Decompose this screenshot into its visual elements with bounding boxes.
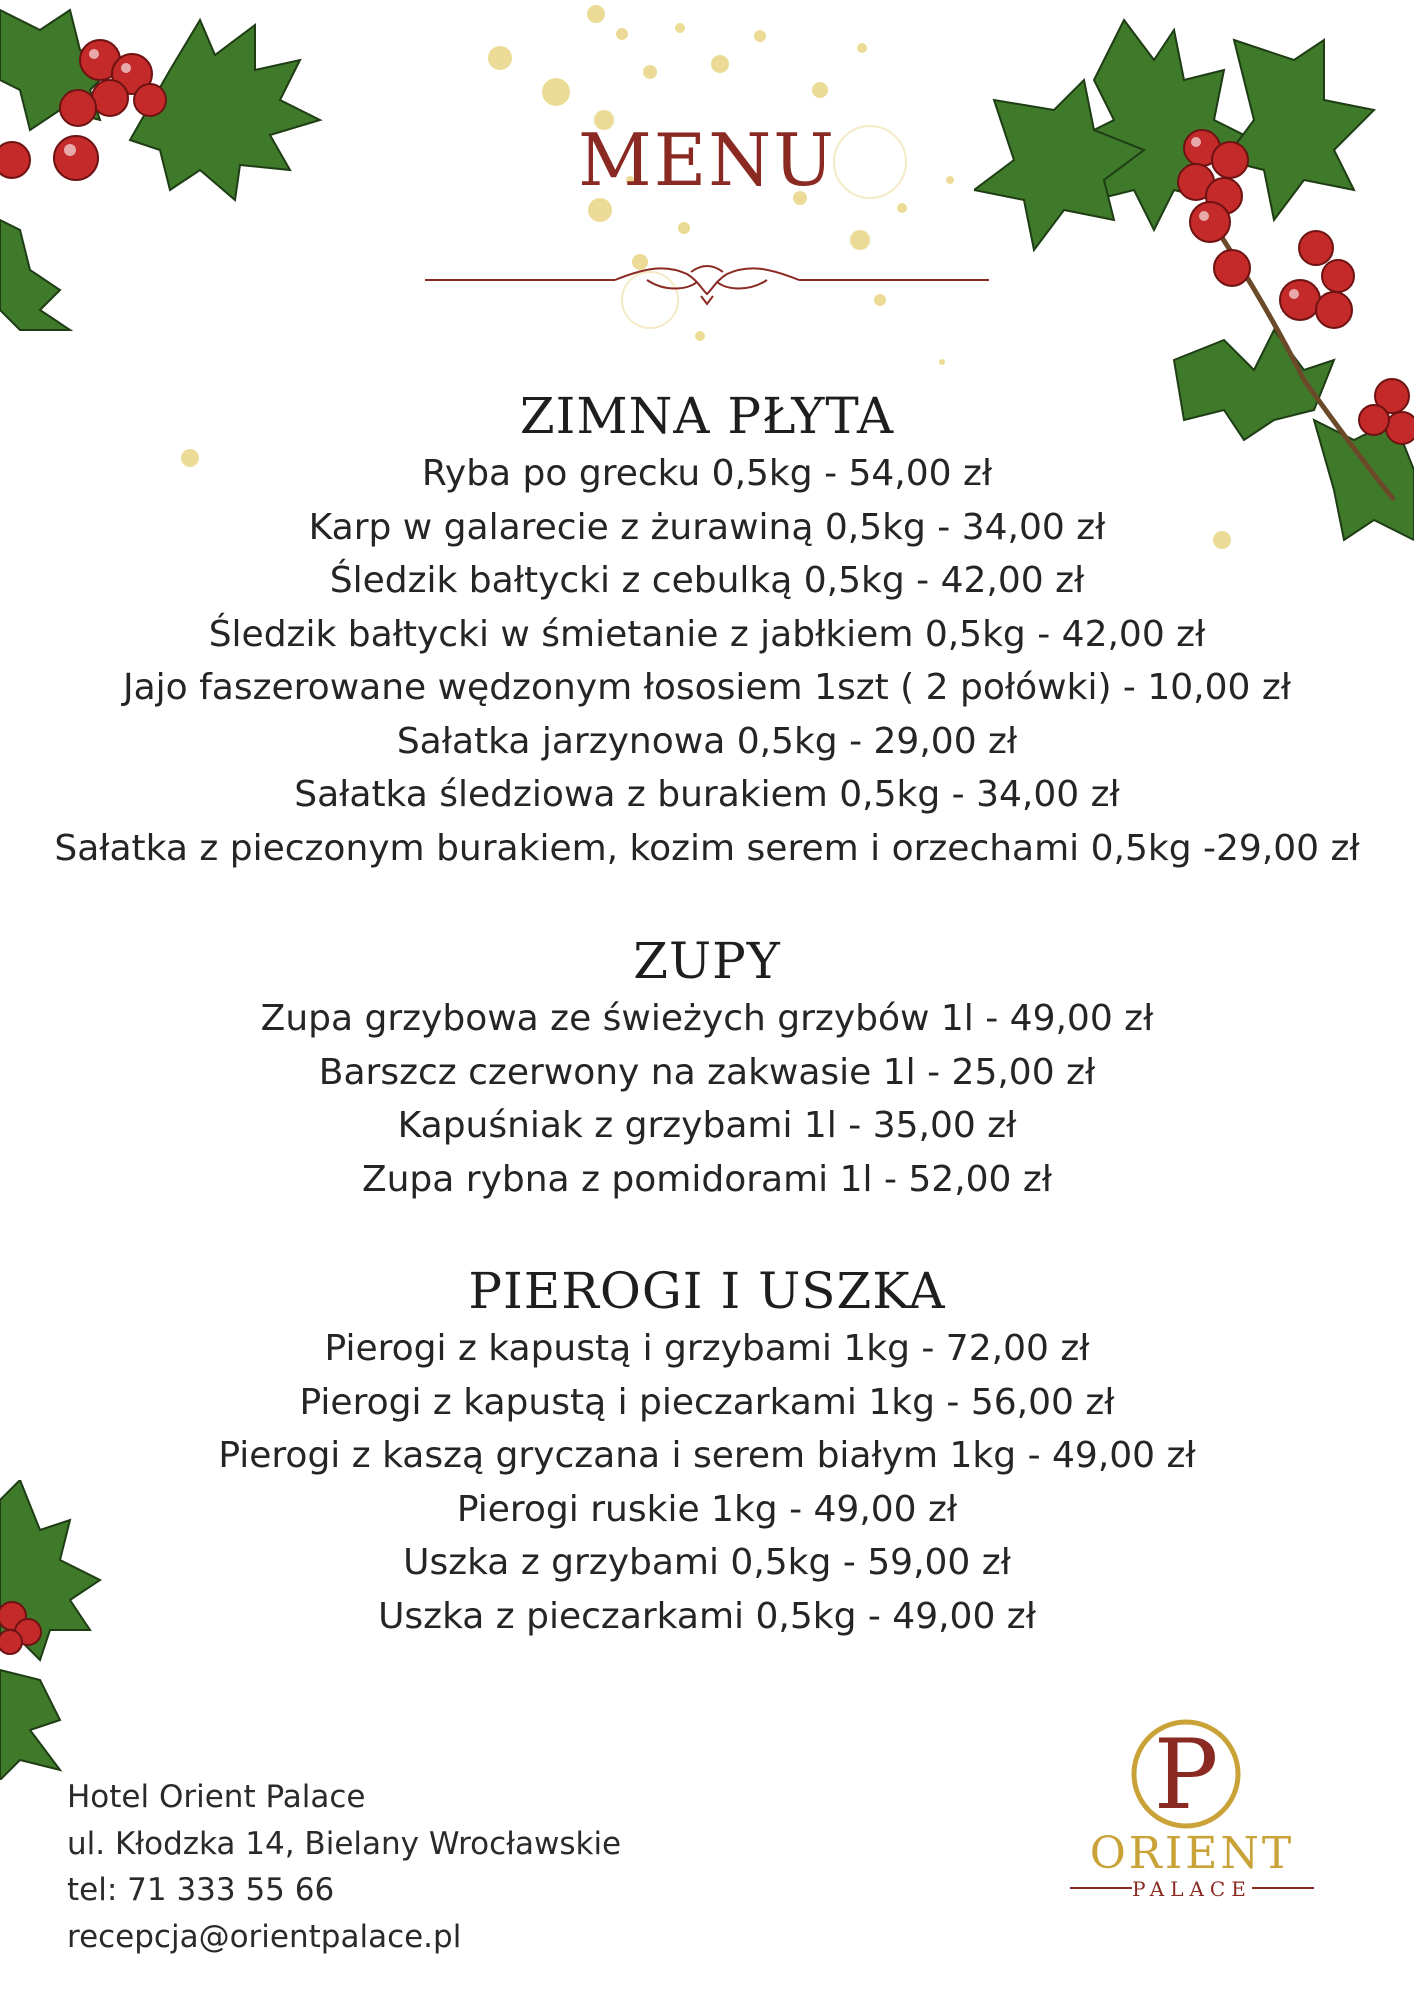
menu-list xyxy=(0,1322,1414,1643)
menu-item: Śledzik bałtycki w śmietanie z jabłkiem 0,5kg - 42,00 zł xyxy=(208,613,1206,655)
menu-item: Zupa grzybowa ze świeżych grzybów 1l - 49,00 zł xyxy=(260,998,1154,1039)
section-title: ZUPY xyxy=(633,932,781,990)
menu-item: Uszka z pieczarkami 0,5kg - 49,00 zł xyxy=(378,1595,1036,1637)
section-dumplings xyxy=(0,1260,1414,1643)
section-cold-platter xyxy=(0,385,1414,875)
section-title: PIEROGI I USZKA xyxy=(468,1262,946,1320)
menu-item: Sałatka z pieczonym burakiem, kozim serem i orzechami 0,5kg -29,00 zł xyxy=(54,827,1360,869)
menu-list xyxy=(0,447,1414,875)
menu-item: Karp w galarecie z żurawiną 0,5kg - 34,00 zł xyxy=(308,506,1106,548)
hotel-email: recepcja@orientpalace.pl xyxy=(67,1918,462,1955)
menu-item: Ryba po grecku 0,5kg - 54,00 zł xyxy=(421,453,993,494)
menu-item: Pierogi z kaszą gryczana i serem białym 1kg - 49,00 zł xyxy=(218,1435,1196,1476)
menu-item: Pierogi ruskie 1kg - 49,00 zł xyxy=(456,1488,958,1530)
menu-item: Zupa rybna z pomidorami 1l - 52,00 zł xyxy=(361,1158,1053,1200)
menu-item: Uszka z grzybami 0,5kg - 59,00 zł xyxy=(403,1542,1011,1583)
logo-name: ORIENT xyxy=(1089,1828,1295,1879)
menu-item: Kapuśniak z grzybami 1l - 35,00 zł xyxy=(397,1105,1017,1146)
menu-list xyxy=(0,992,1414,1206)
menu-item: Śledzik bałtycki z cebulką 0,5kg - 42,00 zł xyxy=(329,560,1085,601)
section-title: ZIMNA PŁYTA xyxy=(519,387,895,445)
menu-item: Pierogi z kapustą i pieczarkami 1kg - 56,00 zł xyxy=(299,1381,1115,1423)
contact-info xyxy=(67,1774,621,1960)
menu-item: Sałatka jarzynowa 0,5kg - 29,00 zł xyxy=(396,720,1018,762)
logo-tagline: PALACE xyxy=(1132,1877,1252,1900)
logo-letter: P xyxy=(1153,1719,1219,1831)
menu-item: Barszcz czerwony na zakwasie 1l - 25,00 zł xyxy=(318,1051,1096,1093)
menu-item: Pierogi z kapustą i grzybami 1kg - 72,00 zł xyxy=(324,1328,1090,1369)
hotel-name: Hotel Orient Palace xyxy=(67,1779,366,1815)
hotel-address: ul. Kłodzka 14, Bielany Wrocławskie xyxy=(67,1825,622,1862)
section-soups xyxy=(0,930,1414,1206)
menu-item: Jajo faszerowane wędzonym łososiem 1szt ( 2 połówki) - 10,00 zł xyxy=(122,667,1291,708)
ornamental-divider xyxy=(425,258,989,308)
menu-title: MENU xyxy=(578,118,836,202)
hotel-phone: tel: 71 333 55 66 xyxy=(67,1872,335,1908)
orient-palace-logo xyxy=(1062,1700,1322,1900)
menu-item: Sałatka śledziowa z burakiem 0,5kg - 34,00 zł xyxy=(294,774,1120,815)
